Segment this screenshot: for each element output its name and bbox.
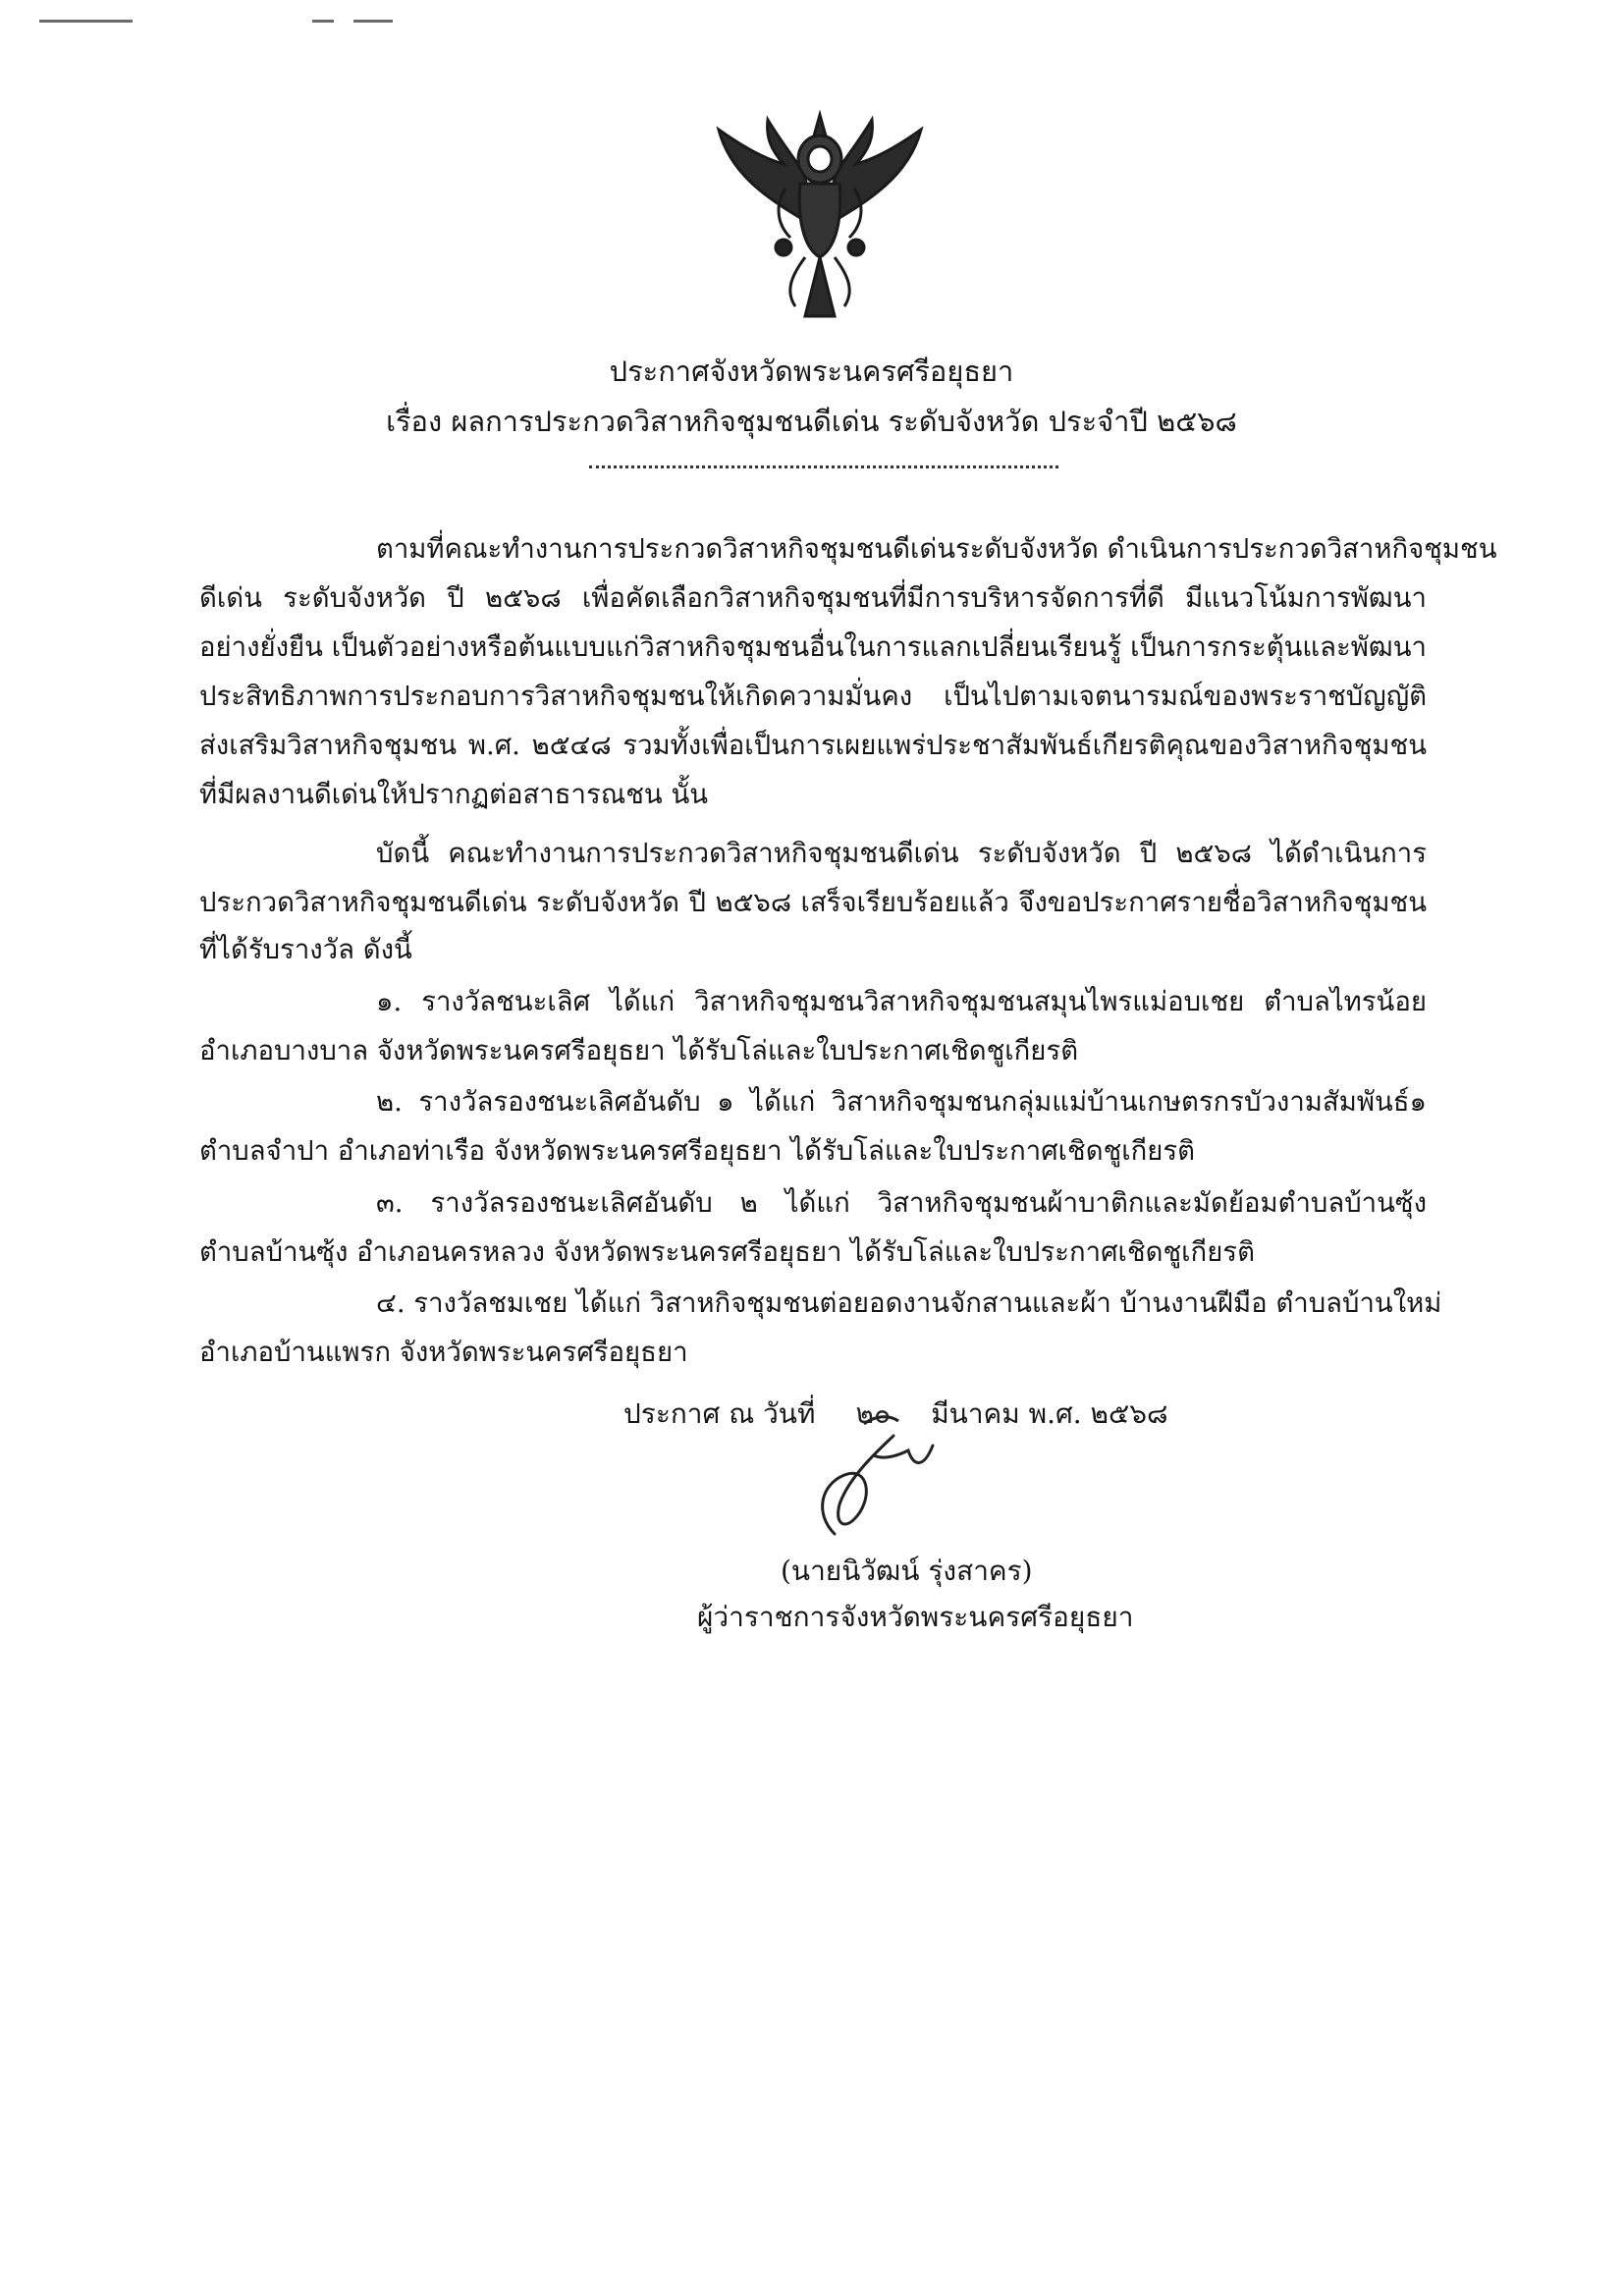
award-line: ๒. รางวัลรองชนะเลิศอันดับ ๑ ได้แก่ วิสาหกิจชุมชนกลุ่มแม่บ้านเกษตรกรบัวงามสัมพันธ์๑ xyxy=(376,1086,1427,1118)
announce-prefix: ประกาศ ณ วันที่ xyxy=(623,1397,816,1430)
signer-name: (นายนิวัฒน์ รุ่งสาคร) xyxy=(781,1555,1033,1587)
body-line: ที่ได้รับรางวัล ดังนี้ xyxy=(199,934,412,965)
award-line: อำเภอบางบาล จังหวัดพระนครศรีอยุธยา ได้รับโล่และใบประกาศเชิดชูเกียรติ xyxy=(199,1035,1079,1066)
body-line: ส่งเสริมวิสาหกิจชุมชน พ.ศ. ๒๕๔๘ รวมทั้งเพื่อเป็นการเผยแพร่ประชาสัมพันธ์เกียรติคุณของวิสาหกิจชุมชน xyxy=(199,730,1427,761)
award-line: ตำบลบ้านซุ้ง อำเภอนครหลวง จังหวัดพระนครศรีอยุธยา ได้รับโล่และใบประกาศเชิดชูเกียรติ xyxy=(199,1236,1255,1268)
body-line: อย่างยั่งยืน เป็นตัวอย่างหรือต้นแบบแก่วิสาหกิจชุมชนอื่นในการแลกเปลี่ยนเรียนรู้ เป็นการกระตุ้นและพัฒนา xyxy=(199,631,1427,663)
body-line: ประสิทธิภาพการประกอบการวิสาหกิจชุมชนให้เกิดความมั่นคง เป็นไปตามเจตนารมณ์ของพระราชบัญญัติ xyxy=(199,681,1427,712)
award-line: อำเภอบ้านแพรก จังหวัดพระนครศรีอยุธยา xyxy=(199,1337,688,1368)
award-line: ตำบลจำปา อำเภอท่าเรือ จังหวัดพระนครศรีอยุธยา ได้รับโล่และใบประกาศเชิดชูเกียรติ xyxy=(199,1135,1196,1167)
scan-mark xyxy=(353,20,393,23)
body-line: ตามที่คณะทำงานการประกวดวิสาหกิจชุมชนดีเด่นระดับจังหวัด ดำเนินการประกวดวิสาหกิจชุมชน xyxy=(376,533,1497,565)
divider xyxy=(589,465,1058,468)
award-line: ๑. รางวัลชนะเลิศ ได้แก่ วิสาหกิจชุมชนวิสาหกิจชุมชนสมุนไพรแม่อบเชย ตำบลไทรน้อย xyxy=(376,986,1427,1017)
award-line: ๓. รางวัลรองชนะเลิศอันดับ ๒ ได้แก่ วิสาหกิจชุมชนผ้าบาติกและมัดย้อมตำบลบ้านซุ้ง xyxy=(376,1187,1427,1219)
garuda-emblem-icon xyxy=(707,110,933,321)
announcement-subject: เรื่อง ผลการประกวดวิสาหกิจชุมชนดีเด่น ระดับจังหวัด ประจำปี ๒๕๖๘ xyxy=(386,405,1237,438)
signature xyxy=(776,1406,972,1544)
body-line: ดีเด่น ระดับจังหวัด ปี ๒๕๖๘ เพื่อคัดเลือกวิสาหกิจชุมชนที่มีการบริหารจัดการที่ดี มีแนวโน้มการพัฒนา xyxy=(199,582,1427,614)
announce-day: ๒๐ xyxy=(855,1397,892,1430)
announce-month-year: มีนาคม พ.ศ. ๒๕๖๘ xyxy=(931,1397,1168,1430)
signer-title: ผู้ว่าราชการจังหวัดพระนครศรีอยุธยา xyxy=(697,1601,1134,1633)
body-line: บัดนี้ คณะทำงานการประกวดวิสาหกิจชุมชนดีเด่น ระดับจังหวัด ปี ๒๕๖๘ ได้ดำเนินการ xyxy=(376,838,1427,869)
body-line: ประกวดวิสาหกิจชุมชนดีเด่น ระดับจังหวัด ปี ๒๕๖๘ เสร็จเรียบร้อยแล้ว จึงขอประกาศรายชื่อวิสาหกิจชุมชน xyxy=(199,887,1427,918)
scan-mark xyxy=(39,20,133,23)
award-line: ๔. รางวัลชมเชย ได้แก่ วิสาหกิจชุมชนต่อยอดงานจักสานและผ้า บ้านงานฝีมือ ตำบลบ้านใหม่ xyxy=(376,1287,1442,1319)
body-line: ที่มีผลงานดีเด่นให้ปรากฏต่อสาธารณชน นั้น xyxy=(199,779,709,810)
announcement-issuer: ประกาศจังหวัดพระนครศรีอยุธยา xyxy=(609,355,1014,388)
scan-mark xyxy=(312,20,334,23)
